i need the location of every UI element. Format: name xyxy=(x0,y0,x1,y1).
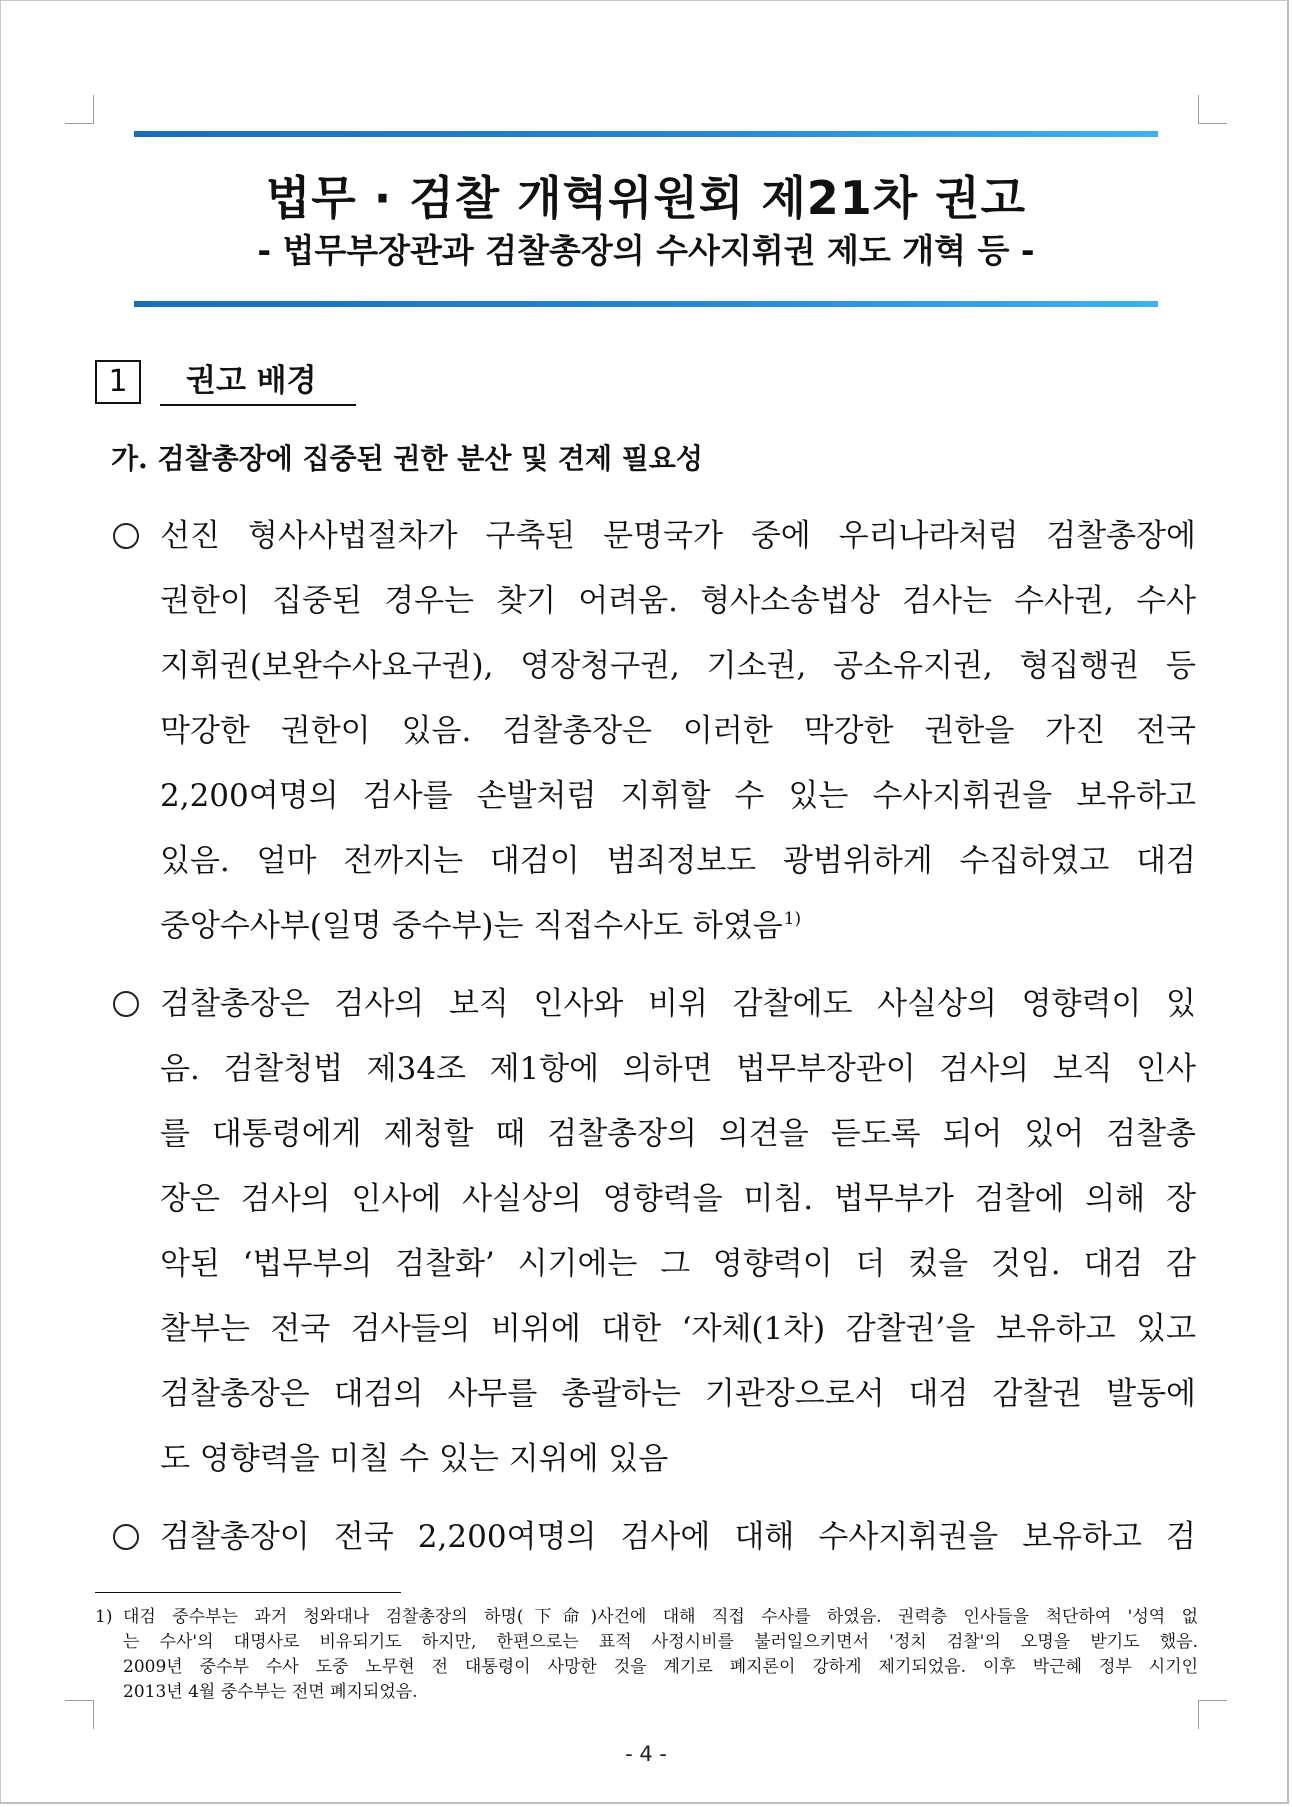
document-subtitle: - 법무부장관과 검찰총장의 수사지휘권 제도 개혁 등 - xyxy=(257,231,1035,270)
paragraph-line: 검찰총장은 검사의 보직 인사와 비위 감찰에도 사실상의 영향력이 있 xyxy=(160,986,1196,1022)
paragraph-line-text: 중앙수사부(일명 중수부)는 직접수사도 하였음 xyxy=(160,908,783,944)
footnote-number: 1) xyxy=(95,1607,113,1627)
paragraph-line: 음. 검찰청법 제34조 제1항에 의하면 법무부장관이 검사의 보직 인사 xyxy=(160,1051,1196,1087)
footnote-line: 2009년 중수부 수사 도중 노무현 전 대통령이 사망한 것을 계기로 폐지론이 강하게 제기되었음. 이후 박근혜 정부 시기인 xyxy=(123,1657,1198,1677)
footnote-separator xyxy=(95,1592,401,1593)
paragraph-line: 선진 형사사법절차가 구축된 문명국가 중에 우리나라처럼 검찰총장에 xyxy=(160,518,1196,554)
title-rule-bottom xyxy=(134,301,1158,307)
paragraph-bullet xyxy=(113,523,139,549)
paragraph-line: 장은 검사의 인사에 사실상의 영향력을 미침. 법무부가 검찰에 의해 장 xyxy=(160,1181,1196,1217)
paragraph-line: 를 대통령에게 제청할 때 검찰총장의 의견을 듣도록 되어 있어 검찰총 xyxy=(160,1116,1196,1152)
paragraph-line-last xyxy=(160,906,1196,946)
paragraph-line: 있음. 얼마 전까지는 대검이 범죄정보도 광범위하게 수집하였고 대검 xyxy=(160,843,1196,879)
paragraph-line: 지휘권(보완수사요구권), 영장청구권, 기소권, 공소유지권, 형집행권 등 xyxy=(160,648,1196,684)
section-title: 권고 배경 xyxy=(160,360,356,406)
paragraph-line: 악된 ‘법무부의 검찰화’ 시기에는 그 영향력이 더 컸을 것임. 대검 감 xyxy=(160,1246,1196,1282)
crop-mark-top-right xyxy=(1198,95,1227,124)
section-number: 1 xyxy=(95,360,141,404)
paragraph-line: 권한이 집중된 경우는 찾기 어려움. 형사소송법상 검사는 수사권, 수사 xyxy=(160,583,1196,619)
subsection-heading: 가. 검찰총장에 집중된 권한 분산 및 견제 필요성 xyxy=(111,442,703,475)
paragraph-line-last: 도 영향력을 미칠 수 있는 지위에 있음 xyxy=(160,1441,669,1477)
footnote-line: 는 수사'의 대명사로 비유되기도 하지만, 한편으로는 표적 사정시비를 불러일으키면서 '정치 검찰'의 오명을 받기도 했음. xyxy=(123,1632,1198,1652)
page-number: - 4 - xyxy=(625,1742,667,1766)
footnote-line: 2013년 4월 중수부는 전면 폐지되었음. xyxy=(123,1682,418,1702)
paragraph-line: 막강한 권한이 있음. 검찰총장은 이러한 막강한 권한을 가진 전국 xyxy=(160,713,1196,749)
paragraph-bullet xyxy=(113,991,139,1017)
document-title: 법무 · 검찰 개혁위원회 제21차 권고 xyxy=(265,171,1027,225)
crop-mark-top-left xyxy=(65,95,94,124)
crop-mark-bottom-left xyxy=(65,1700,94,1729)
paragraph-line: 검찰총장은 대검의 사무를 총괄하는 기관장으로서 대검 감찰권 발동에 xyxy=(160,1376,1196,1412)
paragraph-line: 검찰총장이 전국 2,200여명의 검사에 대해 수사지휘권을 보유하고 검 xyxy=(160,1519,1196,1555)
crop-mark-bottom-right xyxy=(1198,1700,1227,1729)
paragraph-line: 찰부는 전국 검사들의 비위에 대한 ‘자체(1차) 감찰권’을 보유하고 있고 xyxy=(160,1311,1196,1347)
title-rule-top xyxy=(134,131,1158,137)
paragraph-line: 2,200여명의 검사를 손발처럼 지휘할 수 있는 수사지휘권을 보유하고 xyxy=(160,778,1196,814)
paragraph-bullet xyxy=(113,1524,139,1550)
footnote-line: 대검 중수부는 과거 청와대나 검찰총장의 하명(下命)사건에 대해 직접 수사를 하였음. 권력층 인사들을 척단하여 '성역 없 xyxy=(123,1607,1198,1627)
footnote-reference[interactable]: 1) xyxy=(783,909,802,929)
